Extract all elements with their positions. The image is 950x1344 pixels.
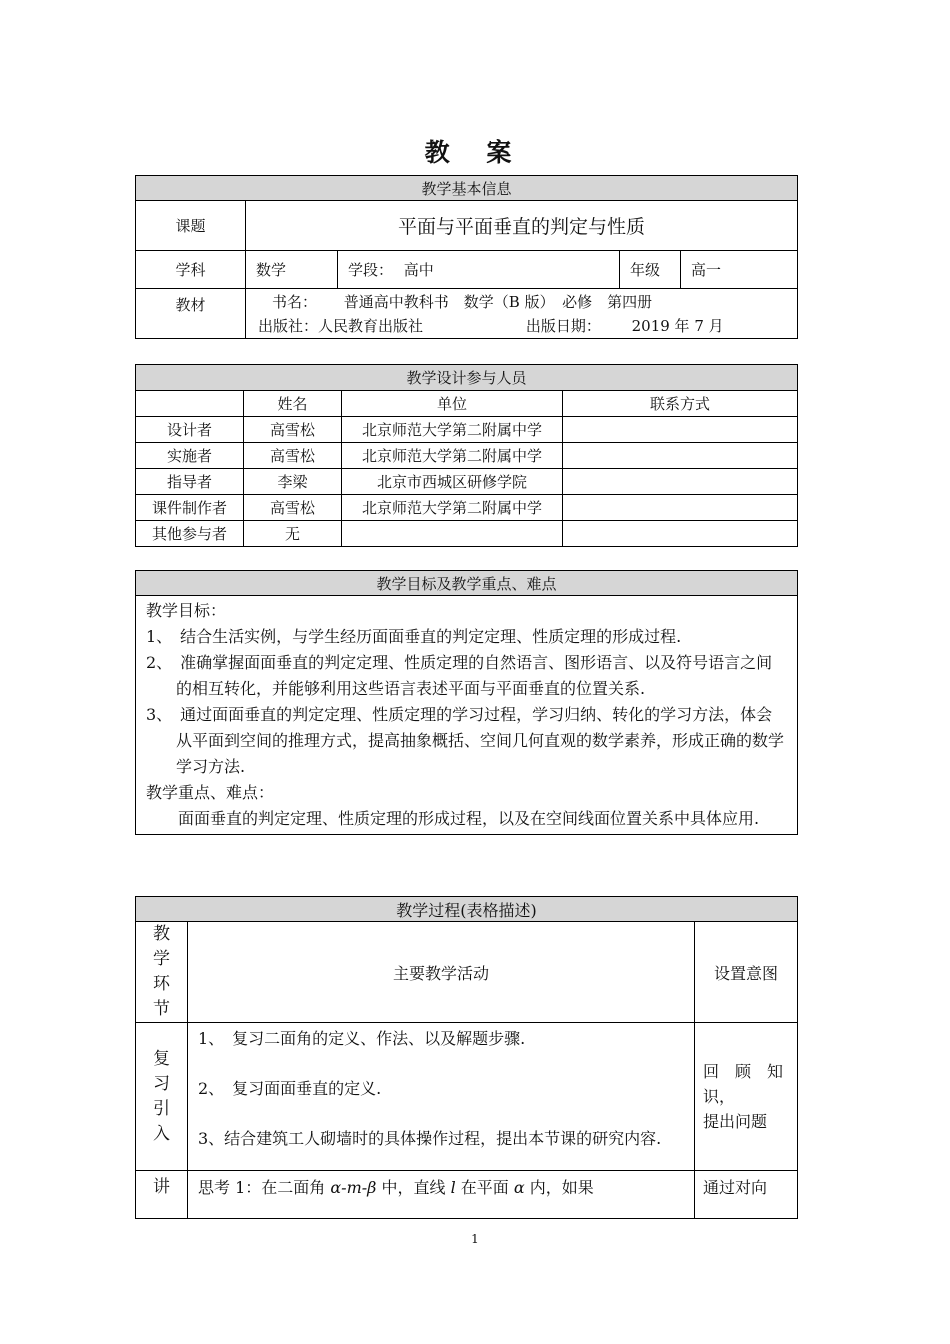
key-text: 面面垂直的判定定理、性质定理的形成过程，以及在空间线面位置关系中具体应用. <box>178 809 760 828</box>
goal-item: 3、 通过面面垂直的判定定理、性质定理的学习过程，学习归纳、转化的学习方法，体会从平面到空间的推理方式，提高抽象概括、空间几何直观的数学素养，形成正确的数学学习方法. <box>146 705 785 776</box>
char: 教 <box>153 924 170 944</box>
contact <box>563 521 798 547</box>
review-item: 2、 复习面面垂直的定义. <box>198 1079 382 1098</box>
publisher-value: 人民教育出版社 <box>318 317 424 335</box>
pub-date-value: 2019 年 7 月 <box>631 317 724 335</box>
column-header: 单位 <box>342 391 563 417</box>
lecture-text: 内，如果 <box>524 1178 594 1197</box>
char: 复 <box>153 1048 170 1069</box>
book-name-value: 普通高中教科书 数学（B 版） 必修 第四册 <box>343 293 653 311</box>
unit <box>342 521 563 547</box>
math-symbol: α-m-β <box>330 1178 377 1197</box>
lecture-intent: 通过对向 <box>695 1171 798 1219</box>
math-symbol: l <box>450 1178 456 1197</box>
topic-label: 课题 <box>136 201 246 251</box>
page-number: 1 <box>471 1232 479 1246</box>
lecture-activities <box>188 1171 695 1219</box>
review-activities <box>188 1023 695 1171</box>
review-intent <box>695 1023 798 1171</box>
role: 课件制作者 <box>136 495 244 521</box>
participants-table <box>135 364 798 547</box>
unit: 北京师范大学第二附属中学 <box>342 495 563 521</box>
subject-value: 数学 <box>246 251 338 289</box>
char: 引 <box>153 1098 170 1119</box>
objectives-table <box>135 570 798 835</box>
table-row <box>136 443 798 469</box>
role: 指导者 <box>136 469 244 495</box>
unit: 北京师范大学第二附属中学 <box>342 443 563 469</box>
goal-item: 1、 结合生活实例，与学生经历面面垂直的判定定理、性质定理的形成过程. <box>146 627 682 646</box>
char: 环 <box>153 974 170 994</box>
book-name-label: 书名： <box>272 293 318 311</box>
lecture-text: 中，直线 <box>376 1178 451 1197</box>
role: 设计者 <box>136 417 244 443</box>
math-symbol: α <box>513 1178 525 1197</box>
intent-line: 回 顾 知识， <box>703 1062 784 1106</box>
contact <box>563 469 798 495</box>
subject-label: 学科 <box>136 251 246 289</box>
participants-header: 教学设计参与人员 <box>136 365 798 391</box>
topic-value: 平面与平面垂直的判定与性质 <box>246 201 798 251</box>
basic-info-header: 教学基本信息 <box>136 176 798 201</box>
table-row <box>136 469 798 495</box>
lecture-stage: 讲 <box>136 1171 188 1219</box>
activities-column-header: 主要教学活动 <box>188 922 695 1023</box>
review-stage <box>136 1023 188 1171</box>
name: 无 <box>244 521 342 547</box>
review-item: 3、结合建筑工人砌墙时的具体操作过程，提出本节课的研究内容. <box>198 1129 662 1148</box>
key-title: 教学重点、难点： <box>146 783 275 802</box>
textbook-info <box>246 289 798 339</box>
objectives-header: 教学目标及教学重点、难点 <box>136 571 798 596</box>
name: 李梁 <box>244 469 342 495</box>
role: 实施者 <box>136 443 244 469</box>
intent-column-header: 设置意图 <box>695 922 798 1023</box>
name: 高雪松 <box>244 417 342 443</box>
stage-value: 高中 <box>403 261 434 279</box>
name: 高雪松 <box>244 443 342 469</box>
char: 学 <box>153 949 170 969</box>
stage-column-header <box>136 922 188 1023</box>
lecture-text: 思考 1：在二面角 <box>198 1178 331 1197</box>
contact <box>563 417 798 443</box>
column-header: 联系方式 <box>563 391 798 417</box>
process-header: 教学过程(表格描述) <box>136 897 798 922</box>
objectives-content <box>136 596 798 835</box>
char: 习 <box>153 1073 170 1094</box>
pub-date-label: 出版日期： <box>525 317 601 335</box>
stage-field <box>338 251 620 289</box>
char: 节 <box>153 999 170 1019</box>
intent-line: 提出问题 <box>703 1112 768 1131</box>
table-row <box>136 495 798 521</box>
publisher-label: 出版社： <box>258 317 319 335</box>
column-header: 姓名 <box>244 391 342 417</box>
contact <box>563 443 798 469</box>
goal-item: 2、 准确掌握面面垂直的判定定理、性质定理的自然语言、图形语言、以及符号语言之间的相互转化，并能够利用这些语言表述平面与平面垂直的位置关系. <box>146 653 773 698</box>
goal-title: 教学目标： <box>146 601 227 620</box>
table-row <box>136 521 798 547</box>
char: 入 <box>153 1123 170 1144</box>
stage-label: 学段： <box>348 261 394 279</box>
role: 其他参与者 <box>136 521 244 547</box>
column-header <box>136 391 244 417</box>
grade-label: 年级 <box>620 251 681 289</box>
unit: 北京市西城区研修学院 <box>342 469 563 495</box>
textbook-label: 教材 <box>136 289 246 339</box>
review-item: 1、 复习二面角的定义、作法、以及解题步骤. <box>198 1029 526 1048</box>
document-title: 教 案 <box>424 138 526 167</box>
name: 高雪松 <box>244 495 342 521</box>
lecture-text: 在平面 <box>455 1178 514 1197</box>
contact <box>563 495 798 521</box>
grade-value: 高一 <box>681 251 798 289</box>
process-table <box>135 896 798 1219</box>
table-row <box>136 417 798 443</box>
basic-info-table <box>135 175 798 339</box>
unit: 北京师范大学第二附属中学 <box>342 417 563 443</box>
